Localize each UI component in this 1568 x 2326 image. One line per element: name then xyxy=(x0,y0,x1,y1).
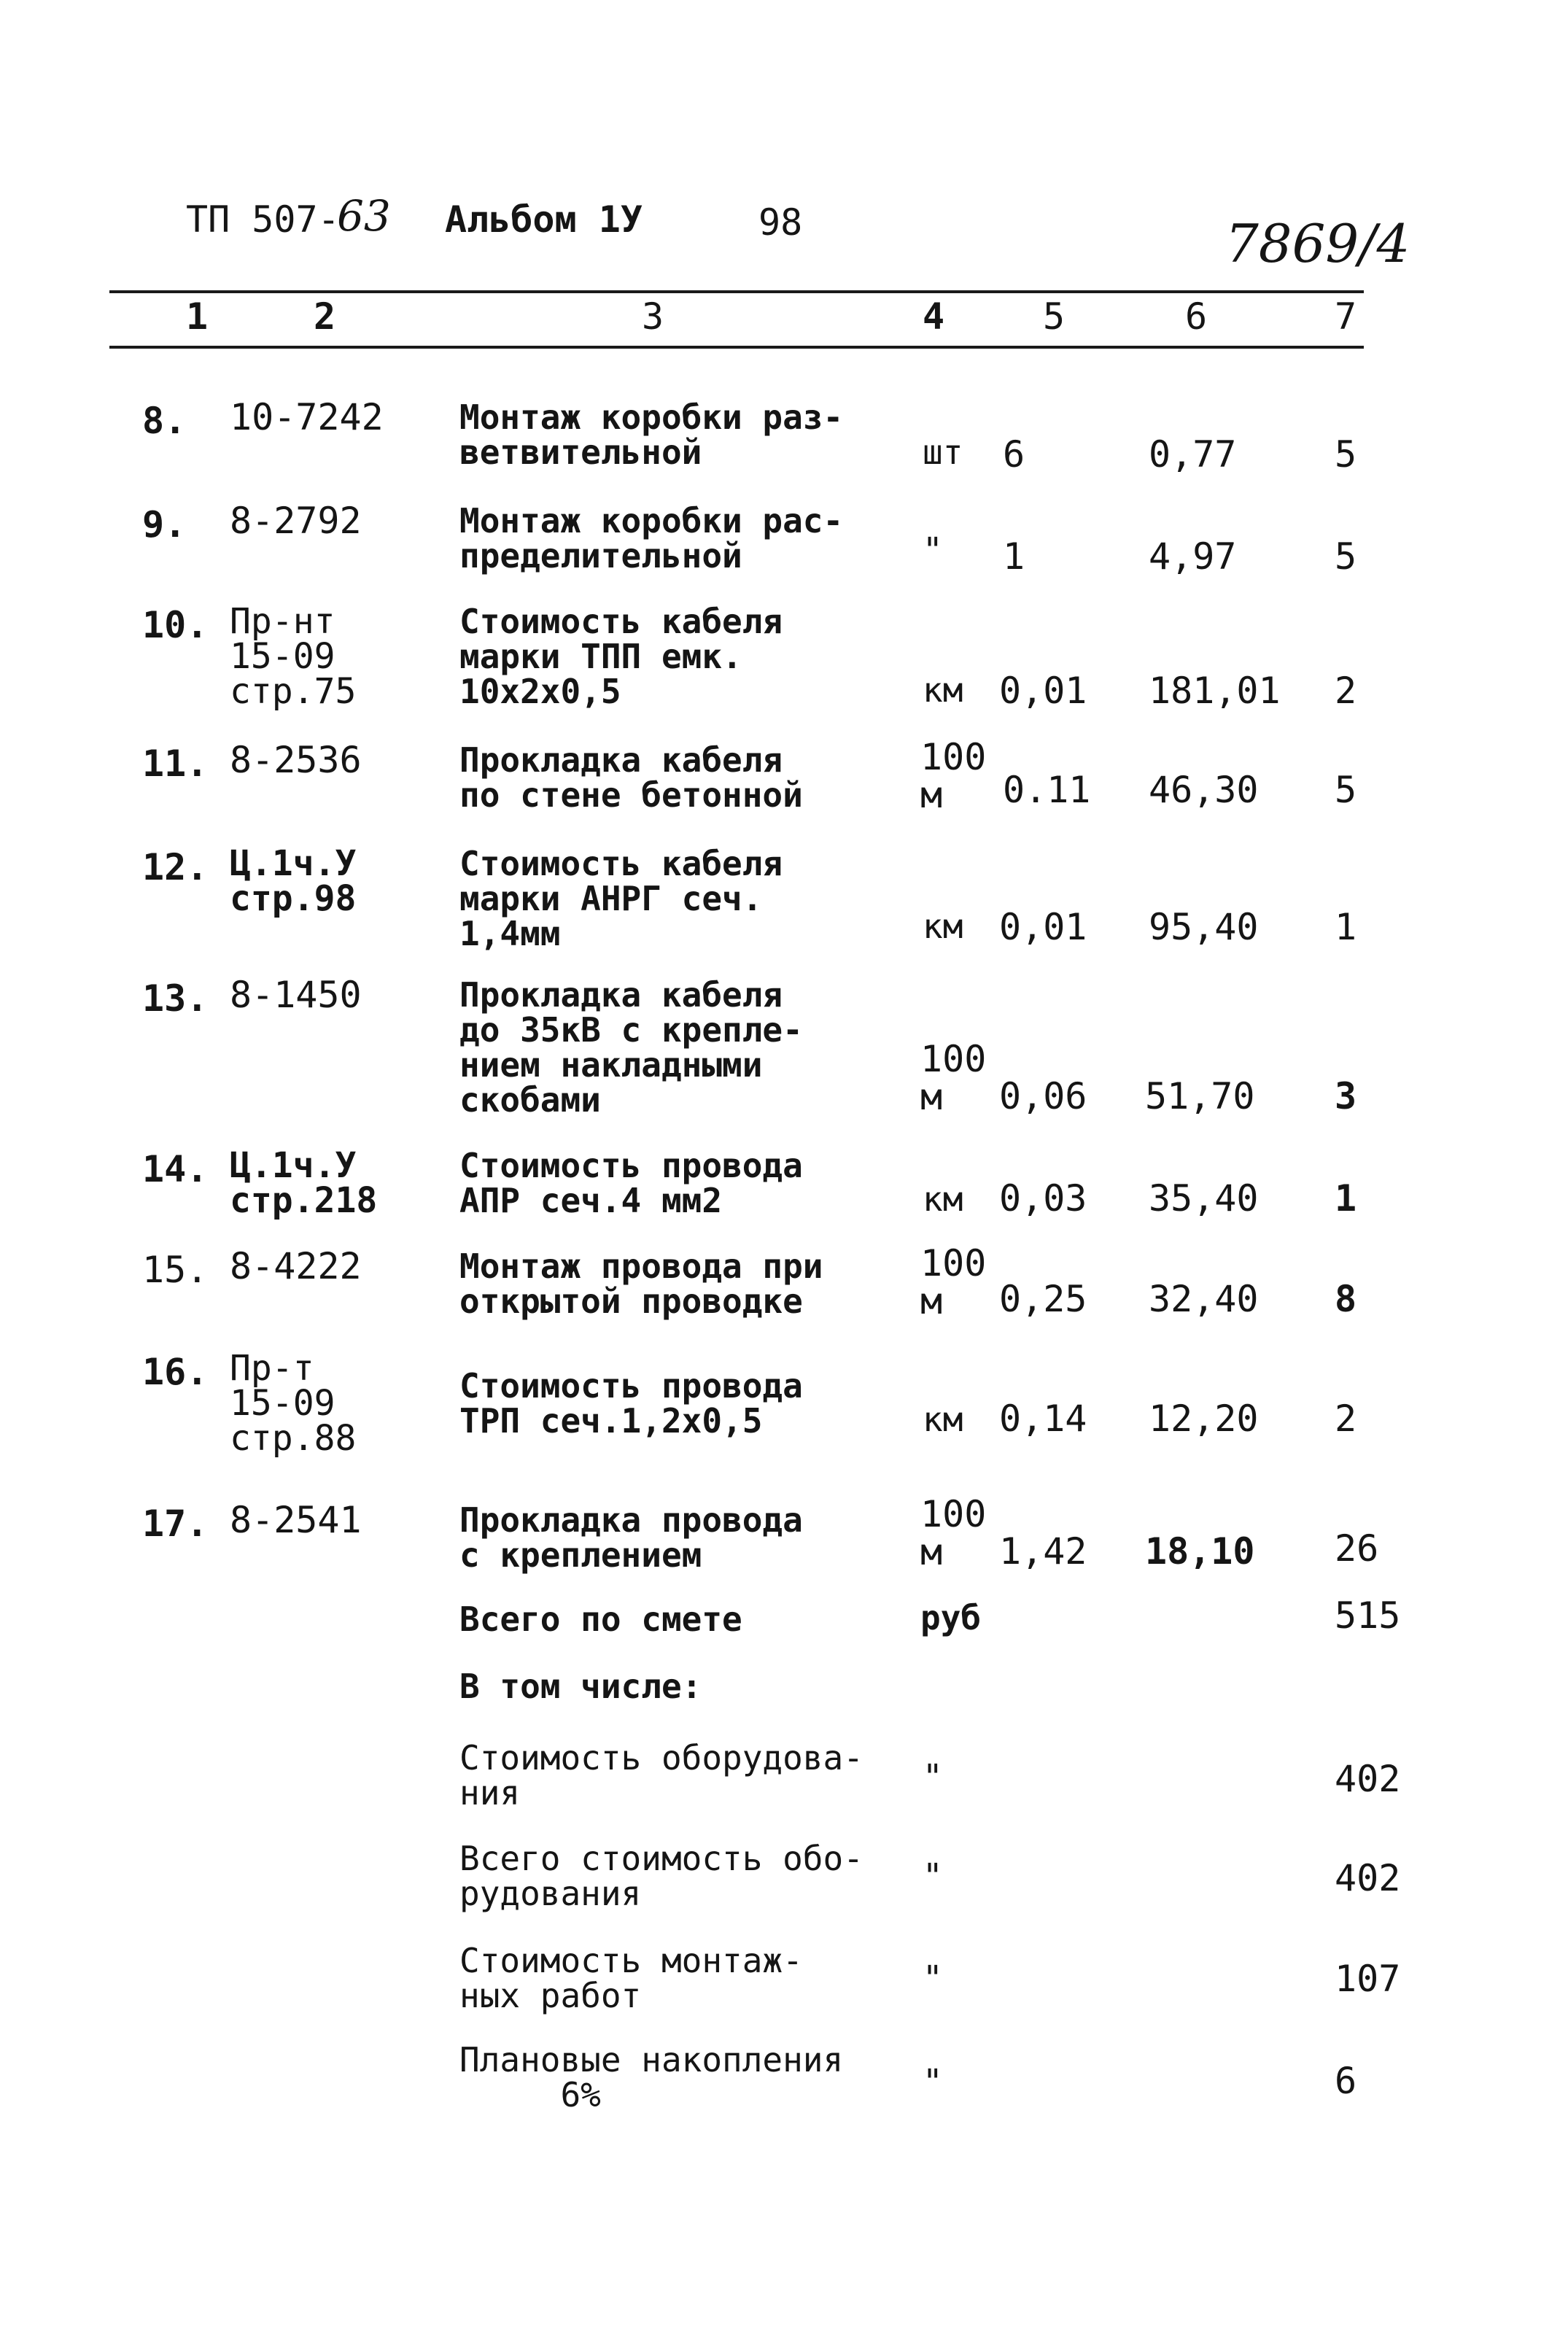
row-price: 181,01 xyxy=(1149,670,1281,712)
col-5: 5 xyxy=(1043,295,1066,338)
row-code: 8-2541 xyxy=(230,1499,362,1541)
row-number: 13. xyxy=(142,977,209,1020)
summary-label: Плановые накопления 6% xyxy=(459,2040,844,2114)
row-qty: 6 xyxy=(1003,433,1025,476)
row-number: 15. xyxy=(142,1249,209,1291)
row-name: Прокладка провода с креплением xyxy=(459,1500,803,1575)
row-total: 8 xyxy=(1335,1278,1357,1320)
row-price: 0,77 xyxy=(1149,433,1237,476)
row-code: Ц.1ч.У стр.218 xyxy=(230,1145,378,1221)
row-code: 8-1450 xyxy=(230,974,362,1016)
summary-unit: " xyxy=(923,1757,943,1796)
header-rule-top xyxy=(109,290,1364,293)
header-rule-bottom xyxy=(109,346,1364,349)
row-number: 12. xyxy=(142,846,209,888)
row-qty: 1 xyxy=(1003,535,1025,578)
row-total: 1 xyxy=(1335,906,1357,948)
row-unit: 100 м xyxy=(920,1493,987,1573)
row-number: 14. xyxy=(142,1148,209,1190)
row-name: Стоимость кабеля марки АНРГ сеч. 1,4мм xyxy=(459,844,783,953)
row-name: Монтаж коробки раз- ветвительной xyxy=(459,398,844,472)
row-number: 10. xyxy=(142,604,209,646)
summary-label: Стоимость оборудова- ния xyxy=(459,1738,863,1813)
row-code: Пр-т 15-09 стр.88 xyxy=(230,1348,357,1459)
row-total: 2 xyxy=(1335,670,1357,712)
row-code: 8-2792 xyxy=(230,500,362,542)
row-number: 9. xyxy=(142,503,187,546)
row-price: 46,30 xyxy=(1149,769,1259,811)
summary-unit: " xyxy=(923,1856,943,1896)
row-unit: шт xyxy=(923,433,963,472)
summary-total: 6 xyxy=(1335,2060,1357,2102)
summary-unit: руб xyxy=(920,1598,982,1637)
row-qty: 0,25 xyxy=(999,1278,1087,1320)
row-number: 17. xyxy=(142,1503,209,1545)
row-price: 4,97 xyxy=(1149,535,1237,578)
row-number: 16. xyxy=(142,1351,209,1393)
summary-total: 515 xyxy=(1335,1594,1401,1637)
row-name: Стоимость кабеля марки ТПП емк. 10х2х0,5 xyxy=(459,602,783,711)
col-3: 3 xyxy=(642,295,664,338)
row-qty: 0,01 xyxy=(999,906,1087,948)
row-number: 11. xyxy=(142,743,209,785)
summary-label: Стоимость монтаж- ных работ xyxy=(459,1941,803,2015)
row-code: 10-7242 xyxy=(230,396,384,438)
row-unit: км xyxy=(923,1179,963,1219)
row-code: Пр-нт 15-09 стр.75 xyxy=(230,601,357,712)
row-total: 5 xyxy=(1335,433,1357,476)
row-qty: 1,42 xyxy=(999,1530,1087,1573)
row-price: 12,20 xyxy=(1149,1397,1259,1440)
col-6: 6 xyxy=(1185,295,1208,338)
row-total: 3 xyxy=(1335,1075,1357,1117)
row-total: 26 xyxy=(1335,1527,1379,1570)
doc-number: ТП 507- xyxy=(186,198,340,241)
summary-total: 107 xyxy=(1335,1958,1401,2000)
row-price: 95,40 xyxy=(1149,906,1259,948)
row-unit: км xyxy=(923,670,963,710)
row-name: Стоимость провода АПР сеч.4 мм2 xyxy=(459,1146,803,1220)
archive-stamp: 7869/4 xyxy=(1225,213,1410,274)
row-code: 8-4222 xyxy=(230,1245,362,1287)
col-7: 7 xyxy=(1335,295,1357,338)
row-code: 8-2536 xyxy=(230,739,362,781)
row-unit: 100 м xyxy=(920,1038,987,1118)
row-qty: 0,01 xyxy=(999,670,1087,712)
col-2: 2 xyxy=(314,295,336,338)
row-total: 1 xyxy=(1335,1177,1357,1220)
row-name: Прокладка кабеля по стене бетонной xyxy=(459,740,803,815)
summary-total: 402 xyxy=(1335,1758,1401,1800)
summary-total: 402 xyxy=(1335,1857,1401,1899)
row-name: Монтаж провода при открытой проводке xyxy=(459,1247,823,1321)
row-unit: км xyxy=(923,907,963,946)
page-number: 98 xyxy=(758,201,803,244)
row-unit: 100 м xyxy=(920,1242,987,1322)
row-unit: 100 м xyxy=(920,736,987,816)
album-label: Альбом 1У xyxy=(445,198,643,241)
row-number: 8. xyxy=(142,400,187,442)
row-price: 51,70 xyxy=(1145,1075,1255,1117)
col-1: 1 xyxy=(186,295,209,338)
row-total: 2 xyxy=(1335,1397,1357,1440)
row-name: Монтаж коробки рас- пределительной xyxy=(459,501,844,575)
col-4: 4 xyxy=(923,295,945,338)
row-price: 18,10 xyxy=(1145,1530,1255,1573)
row-unit: " xyxy=(923,530,943,570)
row-unit: км xyxy=(923,1400,963,1439)
row-total: 5 xyxy=(1335,769,1357,811)
doc-number-handwritten: 63 xyxy=(337,191,391,241)
row-qty: 0.11 xyxy=(1003,769,1091,811)
summary-label: Всего стоимость обо- рудования xyxy=(459,1839,863,1913)
row-code: Ц.1ч.У стр.98 xyxy=(230,843,357,919)
row-qty: 0,03 xyxy=(999,1177,1087,1220)
row-name: Стоимость провода ТРП сеч.1,2х0,5 xyxy=(459,1366,803,1441)
row-qty: 0,14 xyxy=(999,1397,1087,1440)
summary-unit: " xyxy=(923,1958,943,1998)
row-price: 32,40 xyxy=(1149,1278,1259,1320)
summary-unit: " xyxy=(923,2062,943,2101)
summary-label: В том числе: xyxy=(459,1667,702,1706)
row-price: 35,40 xyxy=(1149,1177,1259,1220)
summary-label: Всего по смете xyxy=(459,1600,742,1639)
row-name: Прокладка кабеля до 35кВ с крепле- нием накладными скобами xyxy=(459,975,803,1120)
row-total: 5 xyxy=(1335,535,1357,578)
row-qty: 0,06 xyxy=(999,1075,1087,1117)
